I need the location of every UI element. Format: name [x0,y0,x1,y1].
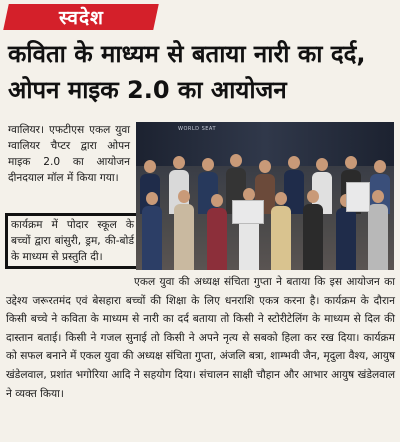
newspaper-masthead [3,4,159,30]
person [174,190,194,270]
masthead-title: स्वदेश [58,7,104,29]
held-placard [346,182,370,212]
article-body: एकल युवा की अध्यक्ष संचिता गुप्ता ने बताया कि इस आयोजन का उद्देश्य जरूरतमंद एवं बेसहारा बच्चों की शिक्षा के लिए धनराशि एकत्र करना है। कार्यक्रम के दौरान किसी बच्चे ने कविता के माध्यम से नारी का दर्द बताया तो किसी ने स्टोरीटेलिंग के माध्यम से दिल की दास्तान बताई। किसी ने गजल सुनाई तो किसी ने अपने नृत्य से सबको हिला कर रख दिया। कार्यक्रम को सफल बनाने में एकल युवा की अध्यक्ष संचिता गुप्ता, अंजलि बत्रा, शाम्भवी जैन, मृदुला वैश्य, आयुष खंडेलवाल, प्रशांत भगोरिया आदि ने सहयोग दिया। संचालन साक्षी चौहान और आभार आयुष खंडेलवाल ने व्यक्त किया। [6,276,395,400]
held-placard [232,200,264,224]
person [368,190,388,270]
person [207,194,227,270]
person [142,192,162,270]
article-intro: ग्वालियर। एफटीएस एकल युवा ग्वालियर चैप्टर द्वारा ओपन माइक 2.0 का आयोजन दीनदयाल मॉल में किया गया। [8,124,130,184]
person [271,192,291,270]
photo-sign-text: WORLD SEAT [178,126,216,132]
group-photo [136,122,394,270]
article-headline: कविता के माध्यम से बताया नारी का दर्द, ओपन माइक 2.0 का आयोजन [8,40,366,104]
highlighted-paragraph: कार्यक्रम में पोदार स्कूल के बच्चों द्वारा बांसुरी, ड्रम, की-बोर्ड के माध्यम से प्रस्तुति दी। [5,213,140,269]
person [303,190,323,270]
